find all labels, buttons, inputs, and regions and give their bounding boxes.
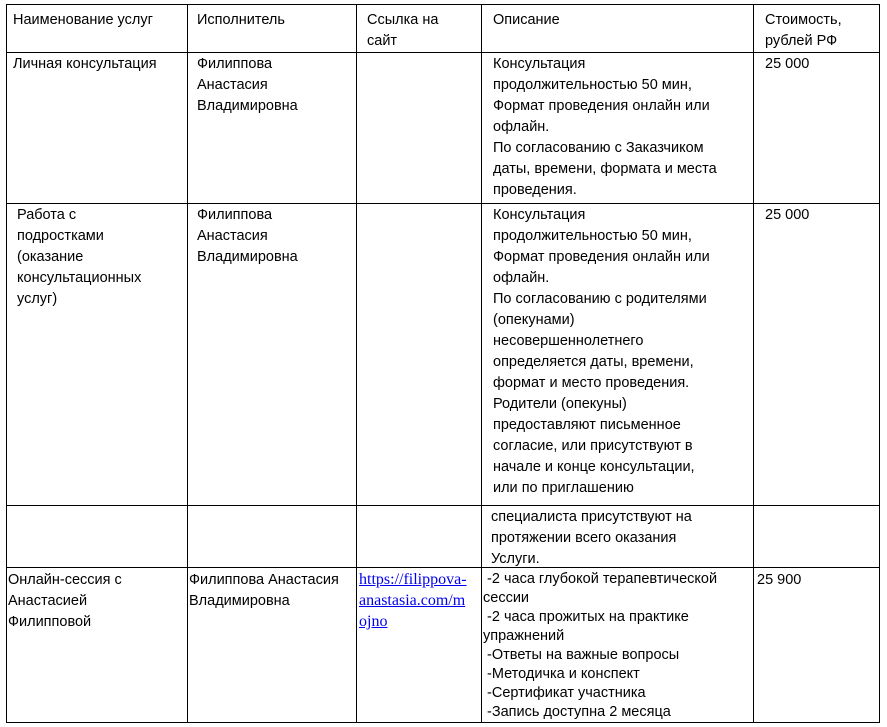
table-border — [356, 4, 357, 723]
row4-executor: Филиппова Анастасия Владимировна — [189, 572, 339, 609]
row2-executor: Филиппова Анастасия Владимировна — [197, 207, 298, 265]
row1-description: Консультация продолжительностью 50 мин, Формат проведения онлайн или офлайн. По согласованию с Заказчиком даты, времени, формата и места проведения. — [493, 56, 717, 198]
header-executor: Исполнитель — [197, 12, 285, 28]
table-border — [187, 4, 188, 723]
table-border — [481, 4, 482, 723]
table-border — [6, 4, 880, 5]
row1-price: 25 000 — [765, 56, 810, 72]
table-border — [6, 203, 880, 204]
header-price: Стоимость, рублей РФ — [765, 12, 842, 49]
row2-service: Работа с подростками (оказание консультационных услуг) — [17, 207, 142, 307]
row3-description: специалиста присутствуют на протяжении всего оказания Услуги. — [491, 509, 692, 567]
table-border — [6, 52, 880, 53]
row4-price: 25 900 — [757, 572, 802, 588]
table-border — [879, 4, 880, 723]
table-border — [6, 505, 880, 506]
header-description: Описание — [493, 12, 560, 28]
table-border — [6, 567, 880, 568]
table-border — [6, 4, 7, 723]
row2-price: 25 000 — [765, 207, 810, 223]
header-service: Наименование услуг — [13, 12, 153, 28]
table-border — [6, 722, 880, 723]
row1-service: Личная консультация — [13, 56, 157, 72]
row4-service: Онлайн-сессия с Анастасией Филипповой — [8, 572, 122, 630]
header-link: Ссылка на сайт — [367, 12, 439, 49]
row2-description: Консультация продолжительностью 50 мин, Формат проведения онлайн или офлайн. По согласованию с родителями (опекунами) несовершеннолетнего определяется даты, времени, формат и место проведения. Родители (опекуны) предоставляют письменное согласие, или присутствуют в начале и конце консультации, или по приглашению — [493, 207, 710, 496]
row4-description: -2 часа глубокой терапевтической сессии -2 часа прожитых на практике упражнений -Ответы на важные вопросы -Методичка и конспект -Сертификат участника -Запись доступна 2 месяца — [483, 571, 718, 720]
row1-executor: Филиппова Анастасия Владимировна — [197, 56, 298, 114]
site-link[interactable]: https://filippova- anastasia.com/m ojno — [359, 571, 467, 630]
table-border — [753, 4, 754, 723]
